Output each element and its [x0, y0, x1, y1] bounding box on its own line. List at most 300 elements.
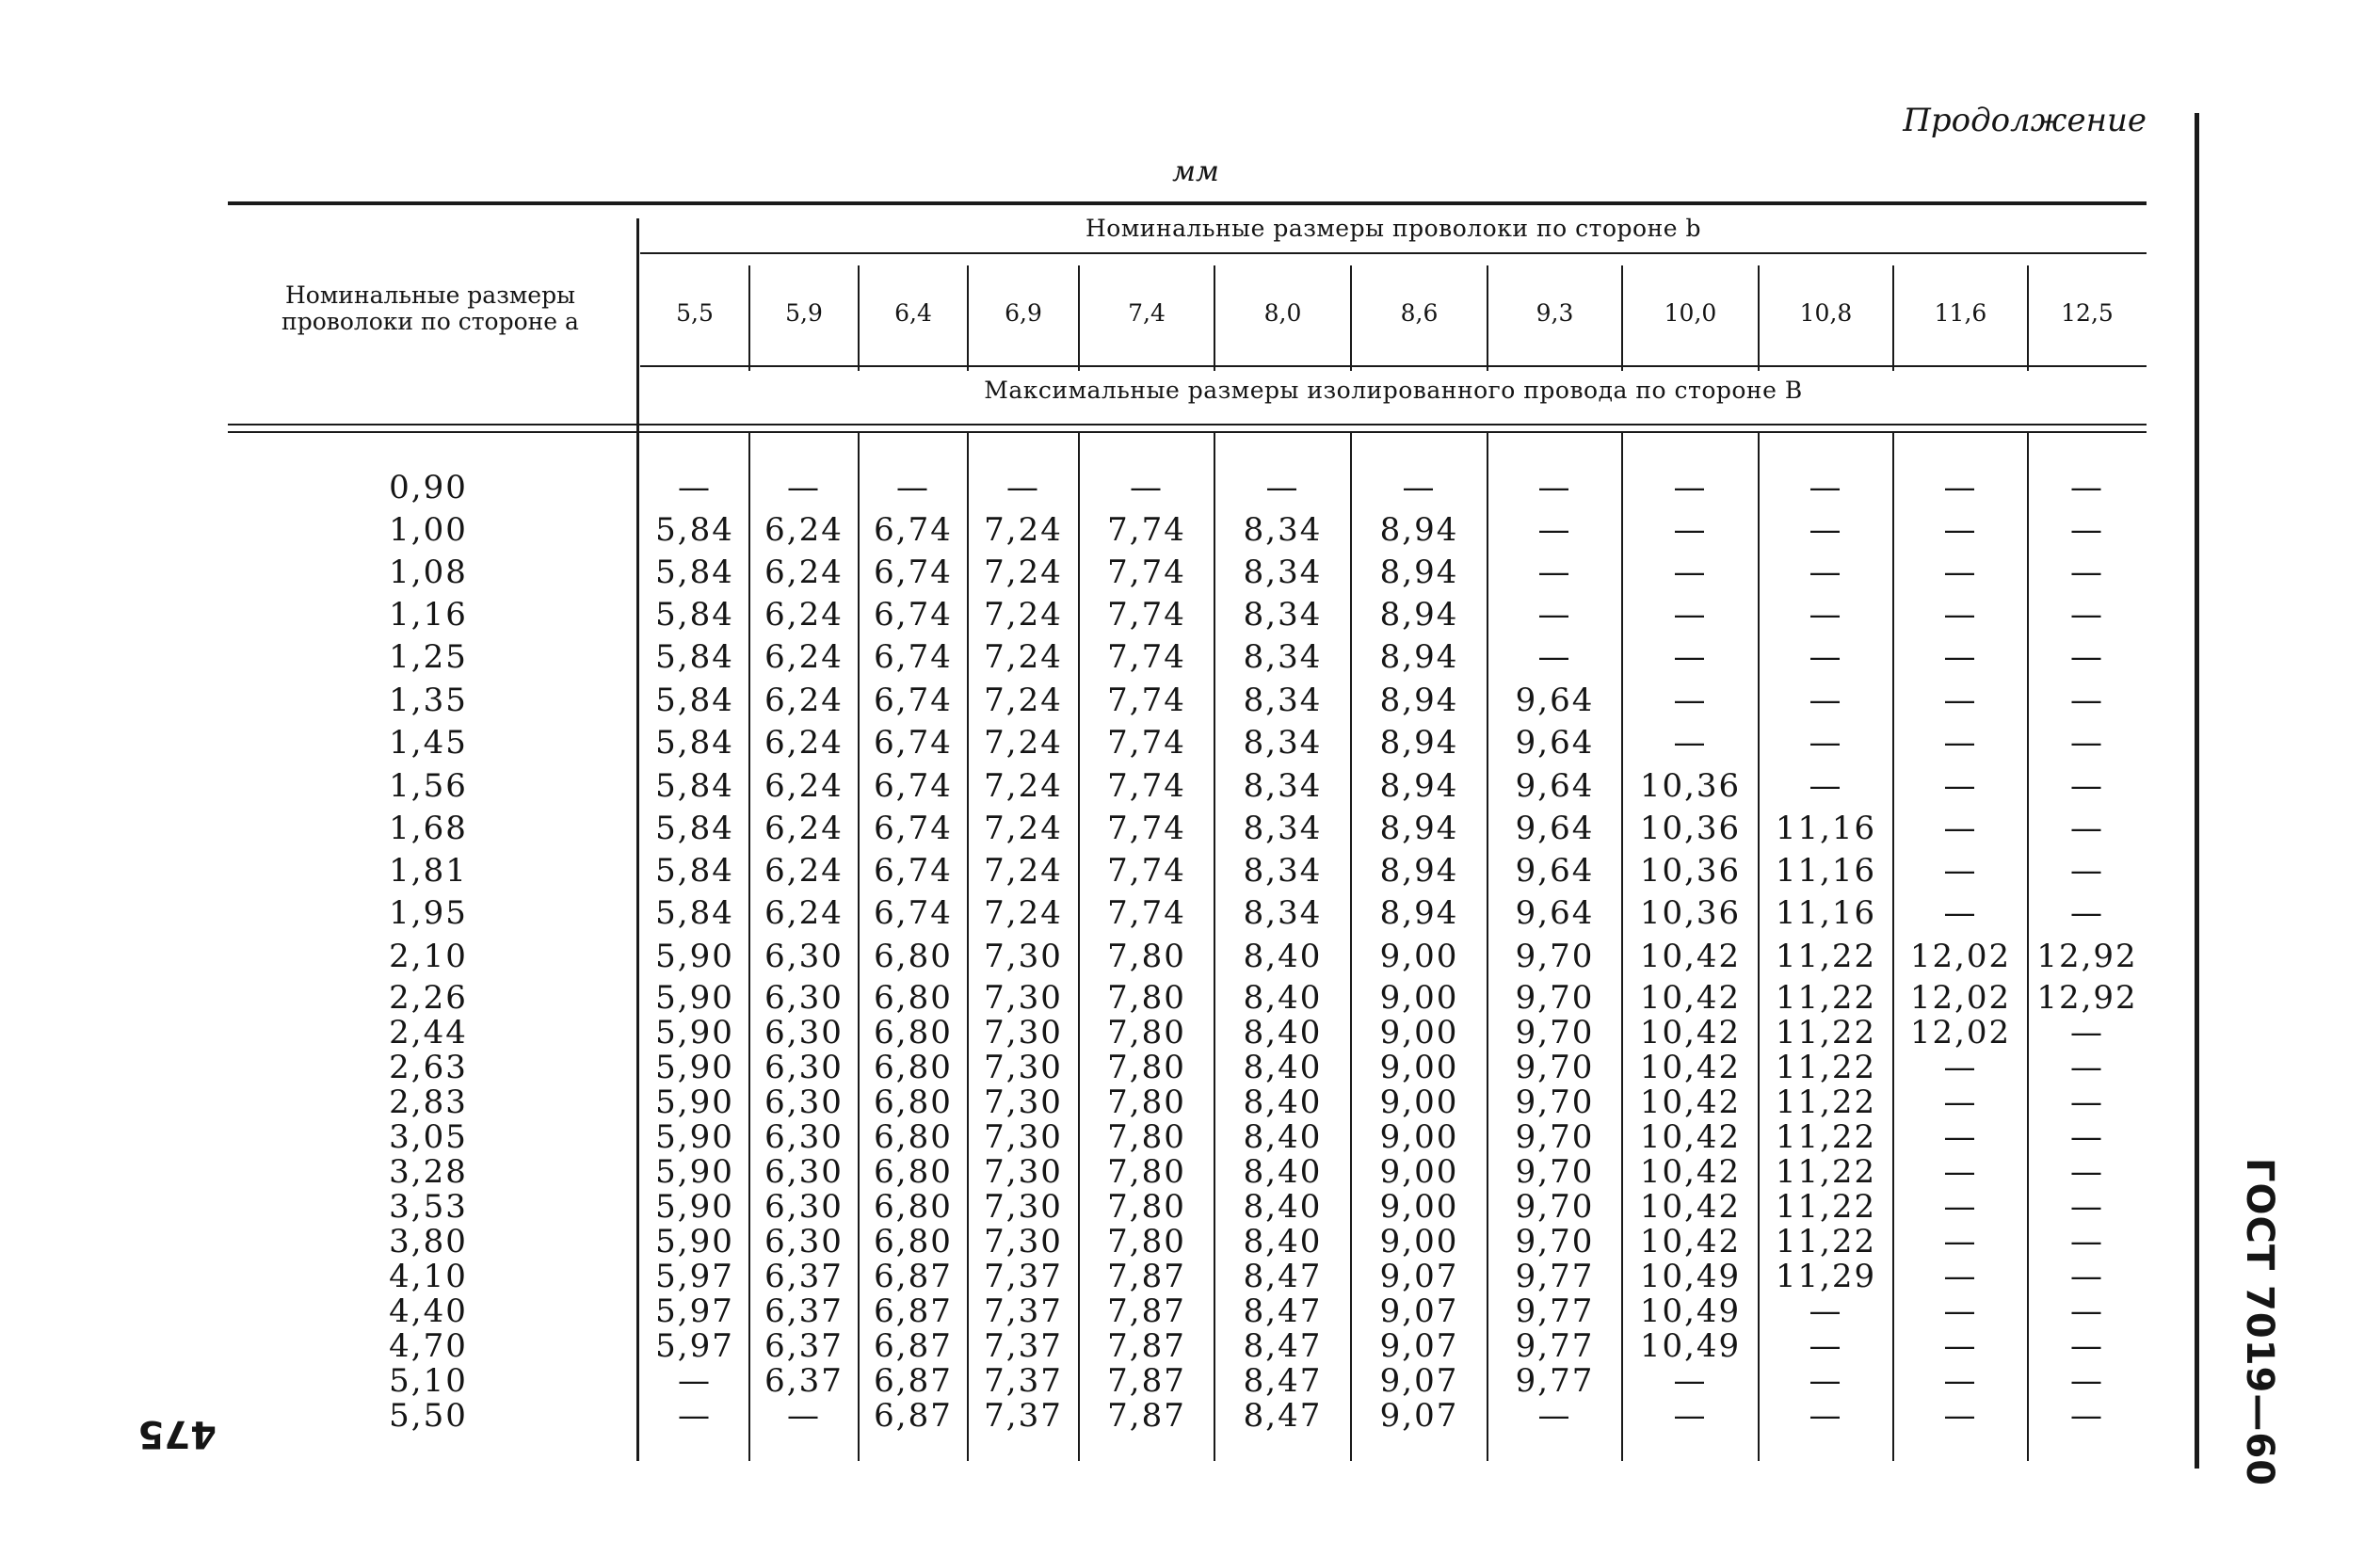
table-cell: — [1943, 810, 1978, 847]
table-cell: 6,30 [764, 1188, 844, 1226]
table-cell: 9,64 [1515, 852, 1595, 890]
table-cell: — [2070, 682, 2104, 719]
table-cell: 11,16 [1775, 894, 1877, 932]
table-cell: 8,94 [1379, 810, 1459, 847]
table-cell: 6,24 [764, 682, 844, 719]
table-cell: 9,07 [1379, 1397, 1459, 1435]
table-cell: 9,70 [1515, 1223, 1595, 1260]
table-cell: 5,90 [655, 1049, 734, 1086]
table-cell: 6,74 [874, 511, 953, 549]
table-cell: 8,34 [1243, 724, 1323, 762]
table-cell: 6,24 [764, 894, 844, 932]
table-cell: 9,70 [1515, 1049, 1595, 1086]
table-cell: — [1809, 1327, 1843, 1365]
column-header: 7,4 [1128, 299, 1166, 327]
table-cell: 6,80 [874, 938, 953, 975]
table-cell: — [1809, 596, 1843, 634]
table-cell: 7,24 [984, 852, 1063, 890]
table-cell: 9,64 [1515, 682, 1595, 719]
table-cell: — [1943, 1083, 1978, 1121]
table-cell: — [678, 469, 712, 506]
table-cell: 8,47 [1243, 1292, 1323, 1330]
table-cell: 7,74 [1107, 852, 1186, 890]
table-cell: — [2070, 1397, 2104, 1435]
row-label: 1,45 [389, 724, 468, 762]
row-label: 3,28 [389, 1153, 468, 1191]
row-label: 1,16 [389, 596, 468, 634]
row-label: 1,00 [389, 511, 468, 549]
table-cell: 12,92 [2036, 979, 2138, 1017]
row-label: 1,25 [389, 638, 468, 676]
table-cell: 6,30 [764, 1223, 844, 1260]
table-cell: — [1943, 1258, 1978, 1295]
table-cell: 8,40 [1243, 1188, 1323, 1226]
table-cell: 9,77 [1515, 1258, 1595, 1295]
table-cell: 9,00 [1379, 1188, 1459, 1226]
table-cell: 7,87 [1107, 1397, 1186, 1435]
table-cell: 8,34 [1243, 554, 1323, 591]
table-cell: — [1809, 554, 1843, 591]
table-cell: — [2070, 638, 2104, 676]
table-cell: 8,47 [1243, 1327, 1323, 1365]
table-cell: 6,37 [764, 1362, 844, 1400]
row-label: 4,10 [389, 1258, 468, 1295]
table-cell: 5,90 [655, 979, 734, 1017]
table-cell: 7,80 [1107, 1014, 1186, 1051]
table-cell: 6,80 [874, 1014, 953, 1051]
table-cell: 6,24 [764, 638, 844, 676]
table-cell: 6,24 [764, 511, 844, 549]
table-cell: 8,34 [1243, 682, 1323, 719]
table-cell: — [2070, 724, 2104, 762]
table-cell: 10,36 [1639, 852, 1742, 890]
value-group-header: Максимальные размеры изолированного провода по стороне В [984, 377, 1803, 404]
column-header: 12,5 [2061, 299, 2114, 327]
table-cell: — [2070, 1292, 2104, 1330]
row-label: 0,90 [389, 469, 468, 506]
table-cell: 7,30 [984, 1049, 1063, 1086]
table-cell: 7,37 [984, 1292, 1063, 1330]
table-cell: 6,74 [874, 724, 953, 762]
table-cell: 8,47 [1243, 1362, 1323, 1400]
table-cell: 6,30 [764, 979, 844, 1017]
table-cell: 6,87 [874, 1292, 953, 1330]
table-cell: 8,34 [1243, 767, 1323, 805]
table-cell: 10,49 [1639, 1292, 1742, 1330]
table-cell: 8,40 [1243, 1049, 1323, 1086]
table-cell: 5,84 [655, 894, 734, 932]
table-cell: — [2070, 1014, 2104, 1051]
row-label: 1,56 [389, 767, 468, 805]
table-cell: 9,70 [1515, 1083, 1595, 1121]
table-cell: 7,24 [984, 894, 1063, 932]
standard-text: ГОСТ 7019—60 [2238, 1158, 2281, 1487]
table-cell: 6,24 [764, 852, 844, 890]
table-cell: 7,74 [1107, 767, 1186, 805]
table-cell: 7,87 [1107, 1327, 1186, 1365]
table-cell: 7,37 [984, 1397, 1063, 1435]
table-cell: 11,22 [1775, 1083, 1877, 1121]
table-cell: 6,30 [764, 1014, 844, 1051]
table-cell: 7,74 [1107, 724, 1186, 762]
table-cell: 12,92 [2036, 938, 2138, 975]
table-cell: 12,02 [1909, 979, 2012, 1017]
table-cell: 9,70 [1515, 938, 1595, 975]
table-cell: 10,42 [1639, 1153, 1742, 1191]
table-cell: 10,49 [1639, 1327, 1742, 1365]
header-column-divider [1350, 265, 1352, 371]
table-cell: — [1943, 724, 1978, 762]
row-label: 2,26 [389, 979, 468, 1017]
table-cell: 11,22 [1775, 1049, 1877, 1086]
table-cell: 5,97 [655, 1327, 734, 1365]
table-cell: 9,64 [1515, 894, 1595, 932]
table-cell: 9,00 [1379, 1153, 1459, 1191]
page-number-text: 475 [137, 1412, 217, 1455]
row-label: 4,70 [389, 1327, 468, 1365]
table-cell: 7,37 [984, 1258, 1063, 1295]
column-header: 5,5 [676, 299, 714, 327]
table-cell: 7,30 [984, 1118, 1063, 1156]
table-cell: — [1809, 511, 1843, 549]
table-cell: — [2070, 894, 2104, 932]
table-cell: 8,34 [1243, 810, 1323, 847]
standard-designation [2184, 1158, 2297, 1534]
table-cell: 9,00 [1379, 1118, 1459, 1156]
table-cell: 8,34 [1243, 596, 1323, 634]
table-cell: — [2070, 1083, 2104, 1121]
table-cell: 8,94 [1379, 767, 1459, 805]
column-header: 9,3 [1536, 299, 1574, 327]
table-cell: 7,74 [1107, 596, 1186, 634]
table-cell: 7,24 [984, 511, 1063, 549]
table-cell: — [1943, 554, 1978, 591]
table-cell: — [1943, 638, 1978, 676]
table-cell: 8,34 [1243, 638, 1323, 676]
table-cell: 7,30 [984, 1083, 1063, 1121]
table-cell: 6,74 [874, 894, 953, 932]
header-bottom-rule-1 [228, 424, 2147, 425]
table-cell: 10,42 [1639, 979, 1742, 1017]
table-cell: — [1673, 638, 1708, 676]
table-cell: 7,30 [984, 1188, 1063, 1226]
table-cell: — [1537, 1397, 1572, 1435]
table-cell: 11,22 [1775, 1153, 1877, 1191]
table-cell: 6,87 [874, 1362, 953, 1400]
table-cell: — [1537, 511, 1572, 549]
table-cell: — [1537, 554, 1572, 591]
table-cell: 8,94 [1379, 511, 1459, 549]
table-cell: 9,00 [1379, 1223, 1459, 1260]
table-cell: 6,37 [764, 1292, 844, 1330]
table-cell: 6,87 [874, 1397, 953, 1435]
table-cell: 9,70 [1515, 1153, 1595, 1191]
table-cell: — [2070, 596, 2104, 634]
table-cell: — [678, 1397, 712, 1435]
table-cell: 6,87 [874, 1258, 953, 1295]
table-cell: 11,22 [1775, 1014, 1877, 1051]
table-cell: 5,97 [655, 1258, 734, 1295]
table-cell: 9,00 [1379, 1083, 1459, 1121]
table-cell: 7,74 [1107, 554, 1186, 591]
table-cell: 8,34 [1243, 894, 1323, 932]
row-label: 1,35 [389, 682, 468, 719]
table-cell: 5,84 [655, 596, 734, 634]
table-cell: 8,40 [1243, 1014, 1323, 1051]
table-cell: 5,90 [655, 1188, 734, 1226]
column-header: 11,6 [1934, 299, 1987, 327]
table-cell: 8,34 [1243, 852, 1323, 890]
table-cell: 5,84 [655, 724, 734, 762]
table-cell: 7,80 [1107, 1049, 1186, 1086]
table-cell: 5,84 [655, 511, 734, 549]
table-cell: 9,07 [1379, 1362, 1459, 1400]
table-cell: — [1943, 852, 1978, 890]
table-cell: 6,30 [764, 1083, 844, 1121]
table-cell: 9,07 [1379, 1258, 1459, 1295]
row-label: 3,05 [389, 1118, 468, 1156]
table-cell: 10,42 [1639, 1223, 1742, 1260]
table-cell: 6,24 [764, 767, 844, 805]
table-cell: 11,16 [1775, 852, 1877, 890]
table-cell: — [2070, 1327, 2104, 1365]
table-cell: — [1130, 469, 1164, 506]
table-cell: 7,24 [984, 810, 1063, 847]
column-header: 5,9 [785, 299, 823, 327]
table-cell: 9,77 [1515, 1362, 1595, 1400]
table-cell: 11,22 [1775, 1188, 1877, 1226]
table-cell: 7,80 [1107, 1188, 1186, 1226]
table-cell: 5,84 [655, 554, 734, 591]
table-cell: 5,84 [655, 638, 734, 676]
table-cell: 5,90 [655, 1014, 734, 1051]
header-column-divider [967, 265, 969, 371]
table-cell: — [1943, 1049, 1978, 1086]
table-cell: — [2070, 554, 2104, 591]
header-column-divider [858, 265, 860, 371]
table-cell: — [2070, 469, 2104, 506]
table-cell: 7,74 [1107, 682, 1186, 719]
table-cell: 7,74 [1107, 511, 1186, 549]
row-label: 1,68 [389, 810, 468, 847]
table-cell: — [1943, 682, 1978, 719]
table-cell: 5,90 [655, 1153, 734, 1191]
table-cell: 8,94 [1379, 682, 1459, 719]
table-cell: 8,94 [1379, 596, 1459, 634]
header-column-divider [1621, 265, 1623, 371]
table-cell: 8,94 [1379, 724, 1459, 762]
table-cell: — [1673, 596, 1708, 634]
table-cell: 7,87 [1107, 1362, 1186, 1400]
table-cell: 10,42 [1639, 1083, 1742, 1121]
table-cell: 6,74 [874, 596, 953, 634]
table-cell: — [1537, 638, 1572, 676]
row-label: 3,53 [389, 1188, 468, 1226]
table-cell: 8,40 [1243, 979, 1323, 1017]
column-group-header: Номинальные размеры проволоки по стороне b [1085, 215, 1701, 242]
table-cell: 9,00 [1379, 1049, 1459, 1086]
table-cell: 7,30 [984, 938, 1063, 975]
table-cell: 9,07 [1379, 1292, 1459, 1330]
column-header: 10,0 [1664, 299, 1717, 327]
row-label: 3,80 [389, 1223, 468, 1260]
table-cell: — [678, 1362, 712, 1400]
table-cell: 5,90 [655, 1083, 734, 1121]
table-cell: 8,47 [1243, 1397, 1323, 1435]
table-cell: — [1943, 469, 1978, 506]
table-cell: 5,84 [655, 767, 734, 805]
table-cell: 7,74 [1107, 638, 1186, 676]
table-cell: 9,77 [1515, 1327, 1595, 1365]
table-cell: 5,84 [655, 682, 734, 719]
table-cell: 7,80 [1107, 1223, 1186, 1260]
table-cell: — [896, 469, 930, 506]
table-cell: 11,22 [1775, 1223, 1877, 1260]
table-cell: — [1943, 1118, 1978, 1156]
table-cell: 9,00 [1379, 1014, 1459, 1051]
table-cell: 6,24 [764, 554, 844, 591]
table-cell: 7,74 [1107, 810, 1186, 847]
table-cell: — [1943, 1153, 1978, 1191]
continuation-label: Продолжение [1903, 102, 2147, 139]
table-cell: 6,80 [874, 1049, 953, 1086]
table-cell: 7,30 [984, 979, 1063, 1017]
table-cell: 7,24 [984, 554, 1063, 591]
table-cell: 8,94 [1379, 894, 1459, 932]
table-cell: — [1809, 469, 1843, 506]
table-cell: — [1943, 596, 1978, 634]
table-cell: — [2070, 767, 2104, 805]
table-cell: 9,07 [1379, 1327, 1459, 1365]
row-label: 2,83 [389, 1083, 468, 1121]
table-cell: — [1809, 1362, 1843, 1400]
units-label: мм [1172, 155, 1219, 188]
table-cell: 8,47 [1243, 1258, 1323, 1295]
row-label: 5,50 [389, 1397, 468, 1435]
table-cell: — [1943, 1223, 1978, 1260]
table-cell: 8,94 [1379, 554, 1459, 591]
table-cell: 10,42 [1639, 1049, 1742, 1086]
table-cell: 6,74 [874, 554, 953, 591]
table-cell: 7,80 [1107, 1153, 1186, 1191]
table-cell: — [2070, 1153, 2104, 1191]
table-cell: — [1943, 1188, 1978, 1226]
table-cell: 9,64 [1515, 724, 1595, 762]
table-cell: — [1537, 596, 1572, 634]
table-cell: — [1006, 469, 1040, 506]
table-cell: 8,40 [1243, 1153, 1323, 1191]
table-cell: 10,42 [1639, 938, 1742, 975]
table-cell: 10,36 [1639, 767, 1742, 805]
table-cell: 10,36 [1639, 894, 1742, 932]
table-cell: 7,87 [1107, 1258, 1186, 1295]
header-rule-values [640, 365, 2147, 367]
table-cell: 10,49 [1639, 1258, 1742, 1295]
table-cell: — [2070, 852, 2104, 890]
table-cell: 7,80 [1107, 979, 1186, 1017]
row-header: Номинальные размеры проволоки по стороне а [281, 281, 579, 335]
table-cell: 12,02 [1909, 938, 2012, 975]
table-cell: 9,64 [1515, 810, 1595, 847]
table-cell: 7,24 [984, 682, 1063, 719]
column-header: 10,8 [1799, 299, 1853, 327]
table-cell: — [2070, 511, 2104, 549]
row-label: 1,81 [389, 852, 468, 890]
table-cell: — [1402, 469, 1437, 506]
table-cell: — [787, 1397, 821, 1435]
header-column-divider [1214, 265, 1215, 371]
table-cell: 9,70 [1515, 979, 1595, 1017]
table-cell: 6,80 [874, 1188, 953, 1226]
table-cell: — [2070, 1362, 2104, 1400]
table-cell: 9,77 [1515, 1292, 1595, 1330]
row-label: 2,44 [389, 1014, 468, 1051]
table-cell: 11,29 [1775, 1258, 1877, 1295]
table-cell: 7,80 [1107, 1083, 1186, 1121]
table-cell: 8,40 [1243, 1083, 1323, 1121]
row-label: 1,08 [389, 554, 468, 591]
table-cell: 9,70 [1515, 1118, 1595, 1156]
table-cell: 6,30 [764, 1049, 844, 1086]
table-cell: 5,90 [655, 938, 734, 975]
table-cell: 5,90 [655, 1118, 734, 1156]
table-cell: — [1673, 554, 1708, 591]
table-cell: 5,97 [655, 1292, 734, 1330]
row-label: 2,63 [389, 1049, 468, 1086]
table-cell: 11,22 [1775, 938, 1877, 975]
table-cell: 10,42 [1639, 1188, 1742, 1226]
table-cell: 6,30 [764, 1153, 844, 1191]
table-cell: 6,24 [764, 810, 844, 847]
table-cell: 7,37 [984, 1327, 1063, 1365]
row-label: 1,95 [389, 894, 468, 932]
table-cell: 11,22 [1775, 979, 1877, 1017]
row-label: 2,10 [389, 938, 468, 975]
table-cell: — [1809, 1292, 1843, 1330]
table-cell: — [1673, 1362, 1708, 1400]
stub-divider [636, 218, 639, 1461]
table-cell: — [1673, 1397, 1708, 1435]
table-cell: 11,16 [1775, 810, 1877, 847]
table-cell: — [1809, 682, 1843, 719]
page-number [137, 1412, 217, 1478]
header-column-divider [1078, 265, 1080, 371]
table-cell: 6,80 [874, 979, 953, 1017]
table-cell: 8,40 [1243, 1118, 1323, 1156]
header-column-divider [1487, 265, 1488, 371]
table-cell: — [2070, 1118, 2104, 1156]
table-cell: 7,24 [984, 767, 1063, 805]
table-cell: — [1809, 767, 1843, 805]
table-cell: 6,30 [764, 938, 844, 975]
table-cell: 9,00 [1379, 979, 1459, 1017]
table-cell: 9,70 [1515, 1188, 1595, 1226]
table-cell: 7,80 [1107, 938, 1186, 975]
table-cell: 7,37 [984, 1362, 1063, 1400]
table-cell: 8,94 [1379, 638, 1459, 676]
table-cell: 10,36 [1639, 810, 1742, 847]
table-cell: 6,74 [874, 767, 953, 805]
column-header: 8,6 [1400, 299, 1439, 327]
row-label: 4,40 [389, 1292, 468, 1330]
table-cell: — [1943, 1292, 1978, 1330]
header-rule-b [640, 252, 2147, 254]
header-column-divider [1758, 265, 1760, 371]
table-cell: — [2070, 1223, 2104, 1260]
table-cell: — [787, 469, 821, 506]
header-column-divider [1892, 265, 1894, 371]
table-cell: — [2070, 1258, 2104, 1295]
